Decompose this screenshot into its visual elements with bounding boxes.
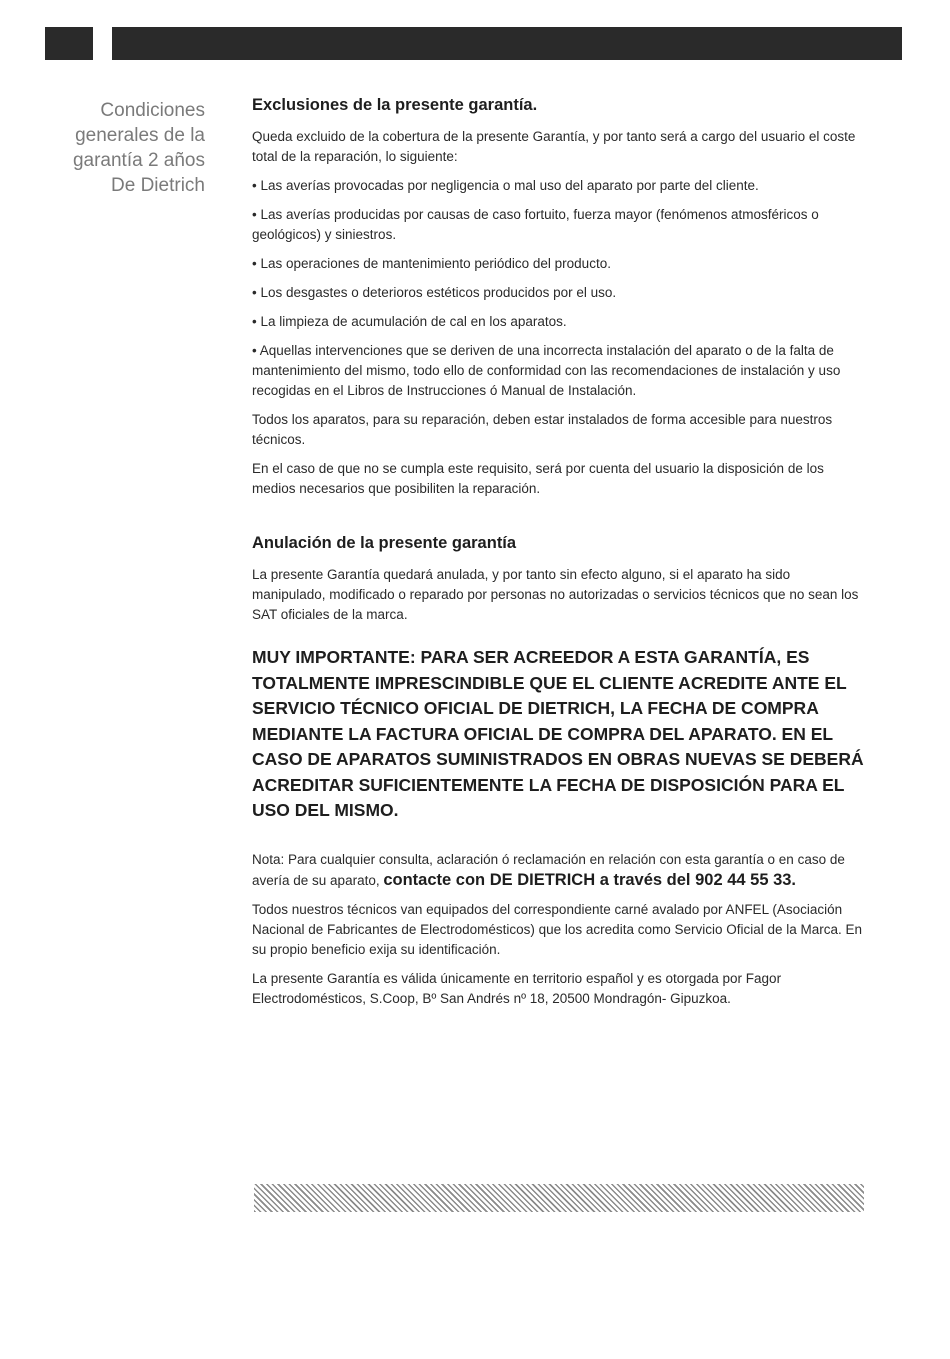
header-bar-small (45, 27, 93, 60)
annulment-heading: Anulación de la presente garantía (252, 534, 517, 552)
exclusion-item: • La limpieza de acumulación de cal en los aparatos. (252, 314, 567, 329)
accessible-paragraph: Todos los aparatos, para su reparación, deben estar instalados de forma accesible para nuestros técnicos. (252, 412, 833, 447)
annulment-paragraph: La presente Garantía quedará anulada, y por tanto sin efecto alguno, si el aparato ha sido manipulado, modificado o reparado por personas no autorizadas o servicios técnicos que no sean los SAT oficiales de la marca. (252, 567, 859, 622)
side-title (30, 98, 205, 198)
technicians-paragraph: Todos nuestros técnicos van equipados del correspondiente carné avalado por ANFEL (Asociación Nacional de Fabricantes de Electrodomésticos) que los acredita como Servicio Oficial de la Marca. En su propio beneficio exija su identificación. (252, 901, 863, 957)
validity-paragraph: La presente Garantía es válida únicamente en territorio español y es otorgada por Fagor Electrodomésticos, S.Coop, Bº San Andrés nº 18, 20500 Mondragón- Gipuzkoa. (252, 970, 782, 1006)
exclusion-item: • Aquellas intervenciones que se deriven de una incorrecta instalación del aparato o de la falta de mantenimiento del mismo, todo ello de conformidad con las recomendaciones de instalación y uso recogidas en el Libros de Instrucciones ó Manual de Instalación. (252, 343, 841, 398)
side-title-line: garantía 2 años (72, 150, 205, 171)
side-title-line: Condiciones (100, 100, 205, 121)
exclusion-item: • Los desgastes o deterioros estéticos producidos por el uso. (252, 285, 617, 300)
side-title-line: generales de la (75, 125, 205, 146)
hatch-pattern (254, 1184, 864, 1212)
main-content (252, 96, 866, 1018)
contact-phone: contacte con DE DIETRICH a través del 902 44 55 33. (383, 870, 797, 889)
requirement-paragraph: En el caso de que no se cumpla este requisito, será por cuenta del usuario la disposición de los medios necesarios que posibiliten la reparación. (252, 461, 824, 496)
exclusion-item: • Las operaciones de mantenimiento periódico del producto. (252, 256, 611, 271)
exclusions-intro: Queda excluido de la cobertura de la presente Garantía, y por tanto será a cargo del usuario el coste total de la reparación, lo siguiente: (252, 129, 856, 164)
exclusion-item: • Las averías provocadas por negligencia o mal uso del aparato por parte del cliente. (252, 178, 759, 193)
exclusions-heading: Exclusiones de la presente garantía. (252, 96, 538, 114)
important-notice: MUY IMPORTANTE: PARA SER ACREEDOR A ESTA GARANTÍA, ES TOTALMENTE IMPRESCINDIBLE QUE EL CLIENTE ACREDITE ANTE EL SERVICIO TÉCNICO OFICIAL DE DIETRICH, LA FECHA DE COMPRA MEDIANTE LA FACTURA OFICIAL DE COMPRA DEL APARATO. EN EL CASO DE APARATOS SUMINISTRADOS EN OBRAS NUEVAS SE DEBERÁ ACREDITAR SUFICIENTEMENTE LA FECHA DE DISPOSICIÓN PARA EL USO DEL MISMO. (252, 647, 864, 820)
note-text: Nota: Para cualquier consulta, aclaración ó reclamación en relación con esta garantía o en caso de avería de su aparato, (252, 851, 845, 888)
side-title-line: De Dietrich (111, 175, 205, 196)
note-paragraph (252, 850, 866, 891)
header-bar-long (112, 27, 902, 60)
exclusion-item: • Las averías producidas por causas de caso fortuito, fuerza mayor (fenómenos atmosféricos o geológicos) y siniestros. (252, 207, 819, 242)
